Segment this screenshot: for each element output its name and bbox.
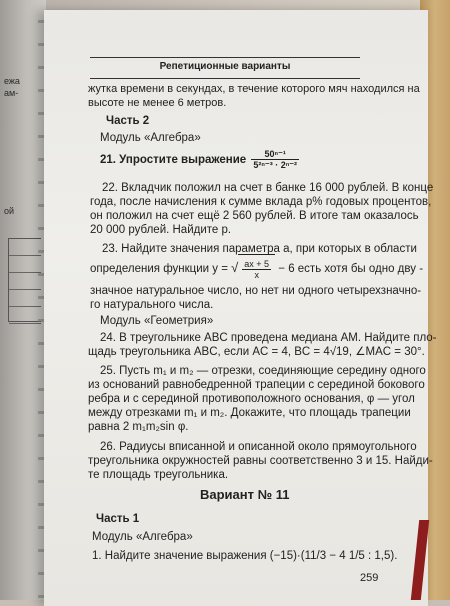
problem-22-line-3: он положил на счет ещё 2 560 рублей. В итоге там оказалось — [90, 210, 419, 222]
problem-23-line-1: 23. Найдите значения параметра a, при которых в области — [102, 243, 417, 255]
problem-25-line-1: 25. Пусть m₁ и m₂ — отрезки, соединяющие середину одного — [100, 365, 426, 377]
part-2-heading: Часть 2 — [106, 115, 150, 127]
left-table-fragment — [8, 238, 41, 322]
problem-23-line-4: го натурального числа. — [90, 299, 214, 311]
part-1-heading: Часть 1 — [96, 513, 140, 525]
problem-23-tail: − 6 есть хотя бы одно дву - — [278, 263, 424, 275]
problem-21-denominator: 5²ⁿ⁻³ · 2ⁿ⁻² — [253, 160, 298, 171]
left-fragment-2: ам- — [4, 88, 19, 98]
problem-22-line-4: 20 000 рублей. Найдите p. — [90, 224, 232, 236]
problem-25-line-5: равна 2 m₁m₂sin φ. — [88, 421, 189, 433]
problem-21-label: 21. Упростите выражение — [100, 154, 247, 166]
problem-25-line-3: ребра и с серединой противоположного основания, φ — угол — [88, 393, 415, 405]
running-header — [90, 57, 360, 79]
problem-23-radical — [238, 254, 275, 283]
problem-24-line-2: щадь треугольника ABC, если AC = 4, BC = 4√19, ∠MAC = 30°. — [88, 346, 425, 358]
problem-26-line-1: 26. Радиусы вписанной и описанной около прямоугольного — [100, 441, 417, 453]
problem-25-line-4: между отрезками m₁ и m₂. Докажите, что площадь трапеции — [88, 407, 411, 419]
left-fragment-3: ой — [4, 206, 15, 216]
problem-23-sqrt-denominator: x — [254, 269, 259, 280]
sqrt-sign: √ — [231, 260, 239, 275]
problem-25-line-2: из оснований равнобедренной трапеции с серединой бокового — [88, 379, 425, 391]
module-geometry-heading: Модуль «Геометрия» — [100, 315, 214, 327]
module-algebra-heading: Модуль «Алгебра» — [100, 132, 201, 144]
problem-1-expression: (−15)·(11/3 − 4 1/5 : 1,5). — [269, 550, 398, 562]
problem-26-line-2: треугольника окружностей равны соответственно 3 и 15. Найди- — [88, 455, 433, 467]
problem-21-numerator: 50ⁿ⁻¹ — [251, 149, 299, 160]
page-number: 259 — [360, 572, 379, 584]
problem-22-line-1: 22. Вкладчик положил на счет в банке 16 000 рублей. В конце — [102, 182, 434, 194]
problem-21-fraction — [251, 149, 299, 170]
problem-24-line-1: 24. В треугольнике ABC проведена медиана AM. Найдите пло- — [100, 332, 437, 344]
carry-line-1: жутка времени в секундах, в течение которого мяч находился на — [88, 83, 420, 95]
problem-22-line-2: года, после начисления к сумме вклада p% годовых процентов, — [90, 196, 432, 208]
left-fragment-1: ежа — [4, 76, 20, 86]
header-title: Репетиционные варианты — [159, 61, 291, 72]
problem-23-sqrt-numerator: ax + 5 — [244, 258, 270, 269]
problem-1-label: 1. Найдите значение выражения — [92, 550, 267, 562]
problem-23-intro: определения функции y = — [90, 263, 228, 275]
problem-21 — [100, 146, 301, 174]
problem-1 — [92, 549, 397, 563]
problem-23-line-3: значное натуральное число, но нет ни одного четырехзначно- — [90, 285, 422, 297]
variant-title: Вариант № 11 — [200, 487, 290, 502]
module-algebra-heading-2: Модуль «Алгебра» — [92, 531, 193, 543]
problem-26-line-3: те площадь треугольника. — [88, 469, 229, 481]
problem-23-line-2 — [90, 254, 423, 282]
carry-line-2: высоте не менее 6 метров. — [88, 97, 227, 109]
